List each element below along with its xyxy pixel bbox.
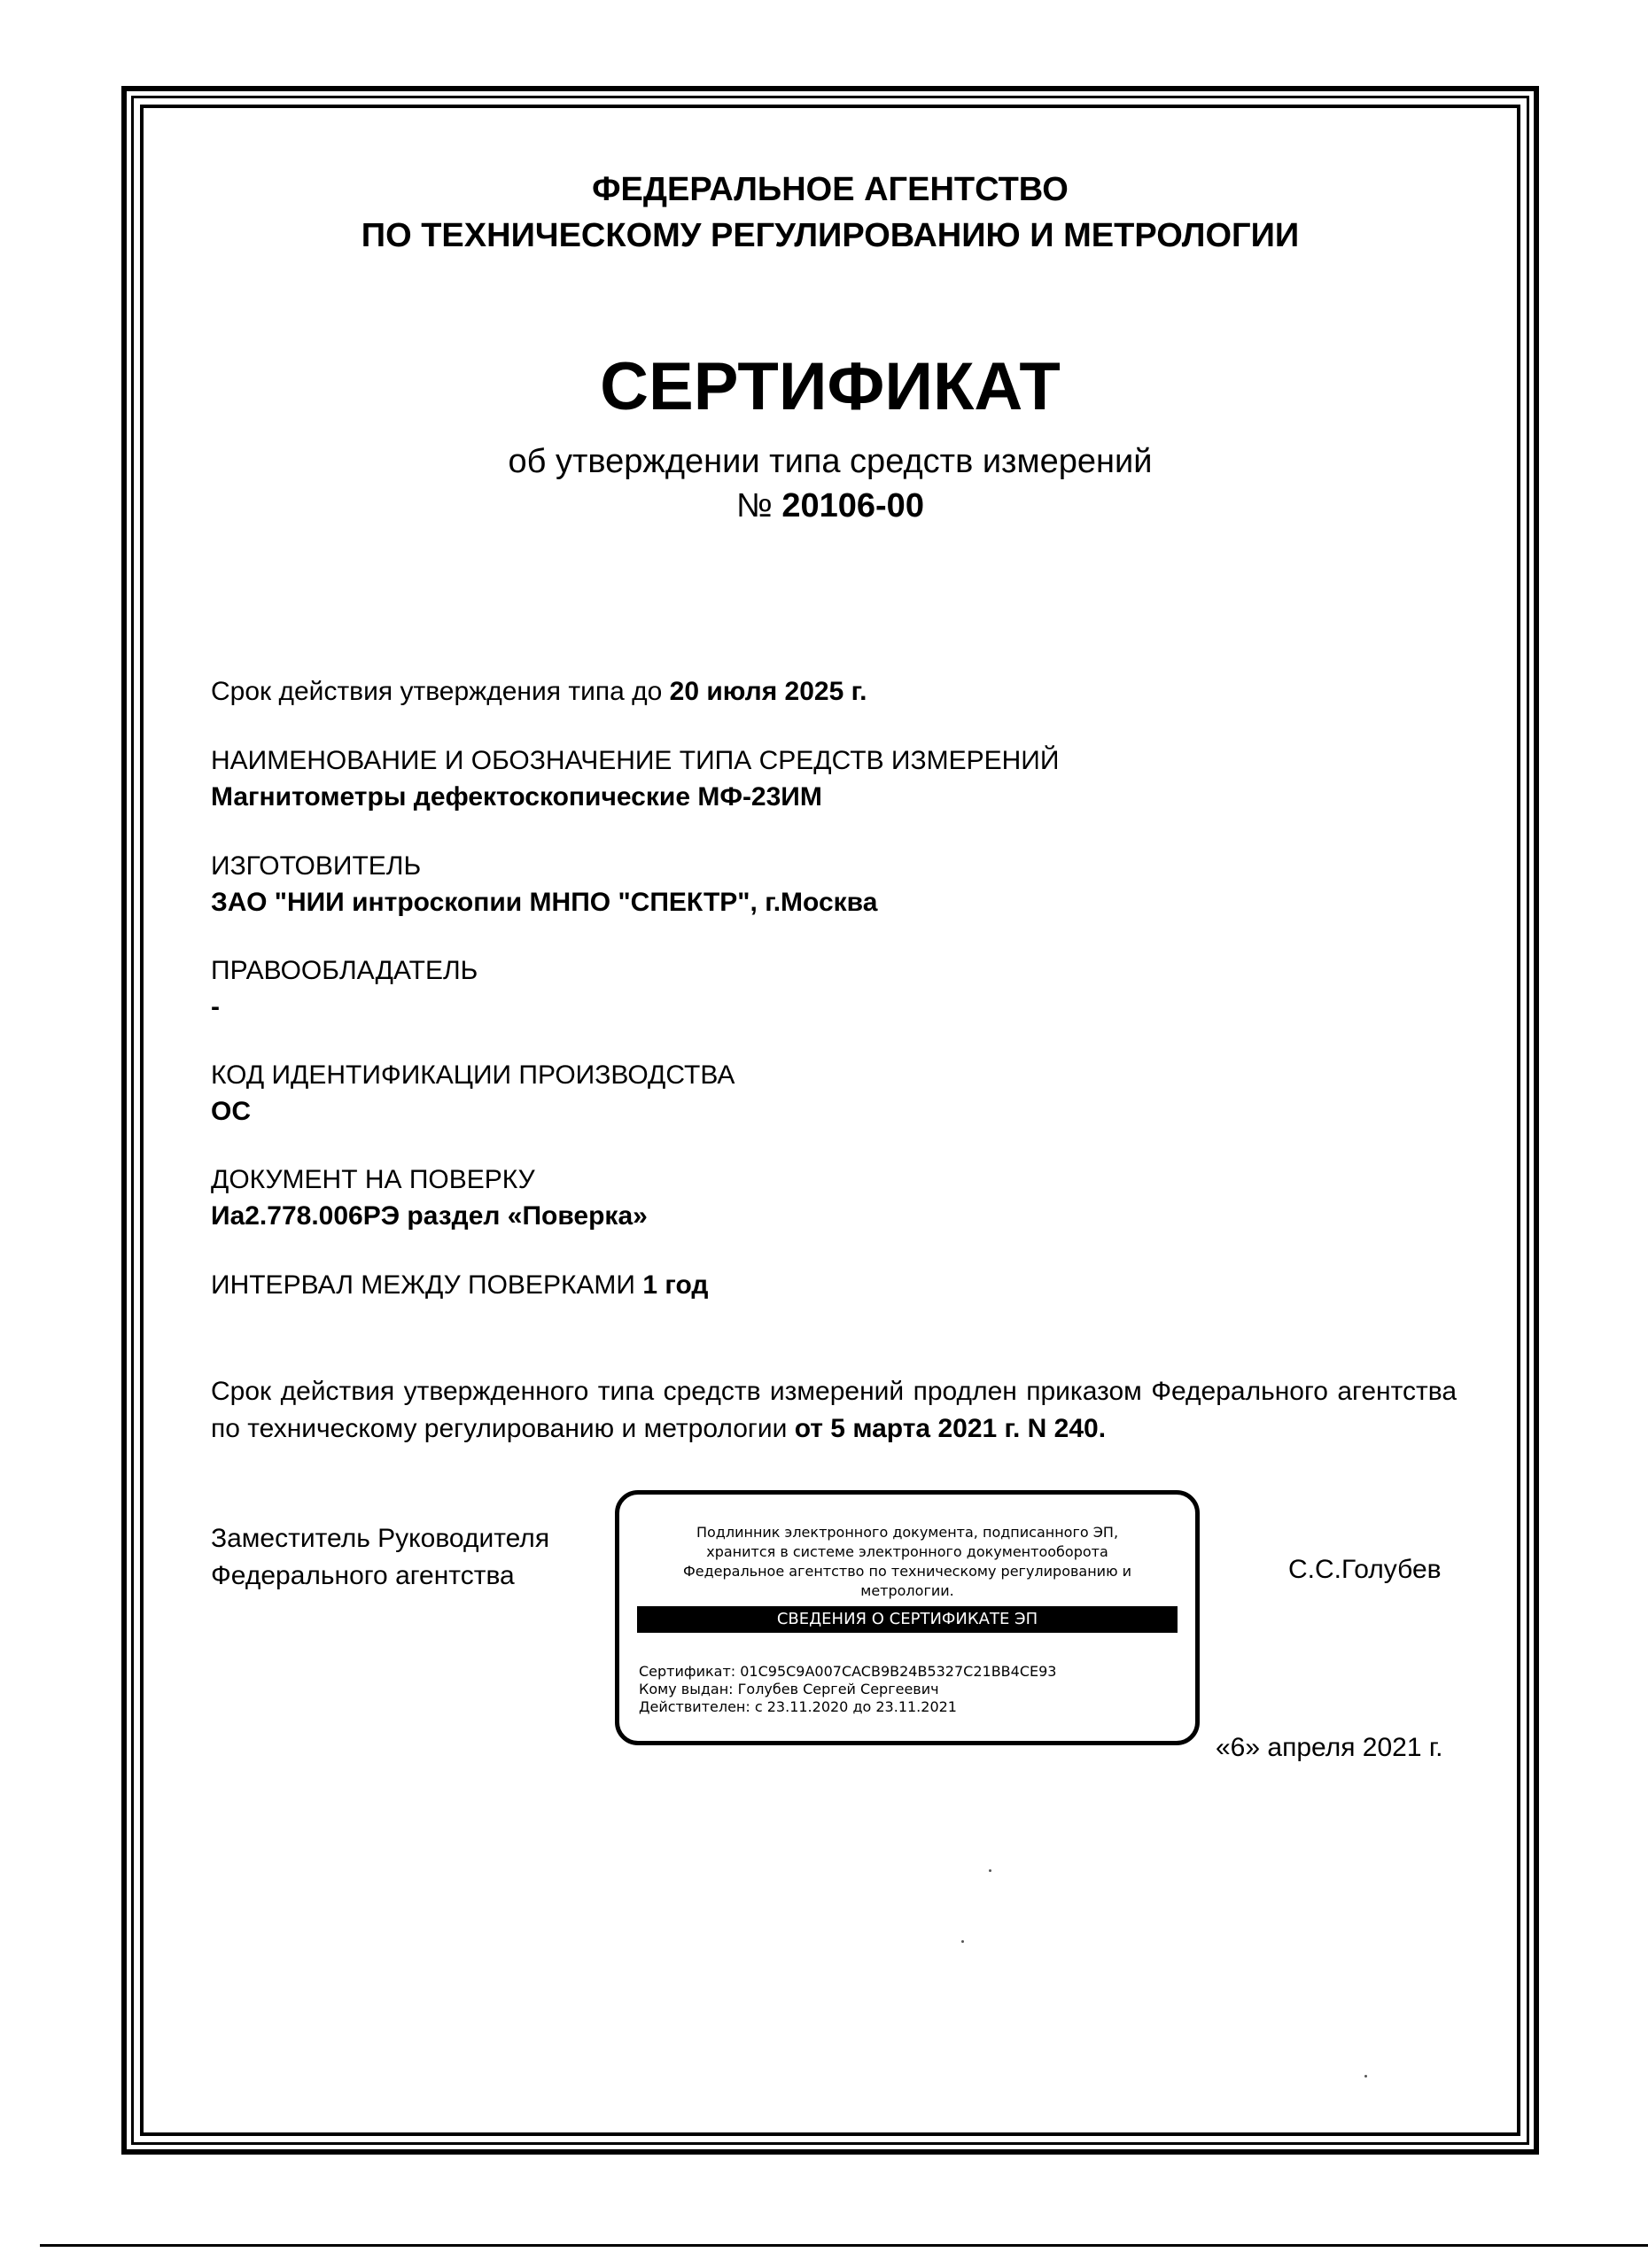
- validity-value: 20 июля 2025 г.: [669, 677, 867, 706]
- field-rights-holder: [211, 952, 1469, 1025]
- extension-text: Срок действия утвержденного типа средств измерений продлен приказом Федерального агентства по техническому регулированию и метрологии: [211, 1377, 1457, 1443]
- validity-line: [211, 673, 1469, 710]
- signer-title: [211, 1520, 549, 1595]
- bottom-rule: [40, 2244, 1648, 2247]
- scan-speck: [989, 1869, 991, 1872]
- agency-line-2: ПО ТЕХНИЧЕСКОМУ РЕГУЛИРОВАНИЮ И МЕТРОЛОГИИ: [361, 217, 1300, 254]
- stamp-note-line: хранится в системе электронного документооборота: [706, 1543, 1108, 1560]
- field-value: -: [211, 992, 220, 1021]
- scan-speck: [1364, 2075, 1367, 2078]
- certificate-title: СЕРТИФИКАТ: [600, 349, 1061, 424]
- stamp-note: [637, 1523, 1178, 1601]
- field-value: Магнитометры дефектоскопические МФ-23ИМ: [211, 782, 822, 812]
- interval-value: 1 год: [642, 1270, 709, 1300]
- validity-label: Срок действия утверждения типа до: [211, 677, 663, 706]
- stamp-note-line: метрологии.: [860, 1582, 954, 1599]
- stamp-note-line: Федеральное агентство по техническому регулированию и: [682, 1563, 1132, 1580]
- certificate-subtitle: об утверждении типа средств измерений: [508, 443, 1153, 480]
- stamp-certificate: Сертификат: 01C95C9A007CACB9B24B5327C21BB4CE93: [639, 1663, 1057, 1680]
- stamp-details: [639, 1663, 1056, 1716]
- electronic-signature-stamp: [615, 1490, 1200, 1745]
- field-interval: [211, 1267, 1469, 1303]
- field-production-code: [211, 1057, 1469, 1130]
- field-manufacturer: [211, 848, 1469, 920]
- field-value: ЗАО "НИИ интроскопии МНПО "СПЕКТР", г.Москва: [211, 888, 878, 917]
- signer-name: С.С.Голубев: [1288, 1555, 1442, 1584]
- number-value: 20106-00: [781, 487, 924, 524]
- field-label: ПРАВООБЛАДАТЕЛЬ: [211, 956, 478, 985]
- number-sign: №: [736, 487, 773, 524]
- certificate-number: [140, 484, 1520, 528]
- signer-title-line-2: Федерального агентства: [211, 1561, 515, 1590]
- stamp-note-line: Подлинник электронного документа, подписанного ЭП,: [696, 1524, 1119, 1541]
- field-verification-document: [211, 1161, 1469, 1234]
- signer-title-line-1: Заместитель Руководителя: [211, 1524, 550, 1553]
- field-label: ДОКУМЕНТ НА ПОВЕРКУ: [211, 1165, 535, 1194]
- agency-header: [140, 167, 1520, 259]
- agency-line-1: ФЕДЕРАЛЬНОЕ АГЕНТСТВО: [592, 171, 1069, 208]
- stamp-issued-to: Кому выдан: Голубев Сергей Сергеевич: [639, 1681, 939, 1697]
- extension-paragraph: [211, 1373, 1457, 1448]
- issue-date: «6» апреля 2021 г.: [1216, 1733, 1443, 1762]
- field-label: КОД ИДЕНТИФИКАЦИИ ПРОИЗВОДСТВА: [211, 1060, 735, 1090]
- scan-speck: [961, 1940, 964, 1943]
- stamp-valid: Действителен: с 23.11.2020 до 23.11.2021: [639, 1698, 957, 1715]
- field-label: ИЗГОТОВИТЕЛЬ: [211, 851, 422, 881]
- field-value: Иа2.778.006РЭ раздел «Поверка»: [211, 1201, 648, 1231]
- field-value: ОС: [211, 1097, 251, 1126]
- field-label: НАИМЕНОВАНИЕ И ОБОЗНАЧЕНИЕ ТИПА СРЕДСТВ ИЗМЕРЕНИЙ: [211, 746, 1060, 775]
- field-type-name: [211, 742, 1469, 815]
- interval-label: ИНТЕРВАЛ МЕЖДУ ПОВЕРКАМИ: [211, 1270, 635, 1300]
- extension-order: от 5 марта 2021 г. N 240.: [794, 1414, 1107, 1443]
- stamp-header: СВЕДЕНИЯ О СЕРТИФИКАТЕ ЭП: [637, 1606, 1178, 1633]
